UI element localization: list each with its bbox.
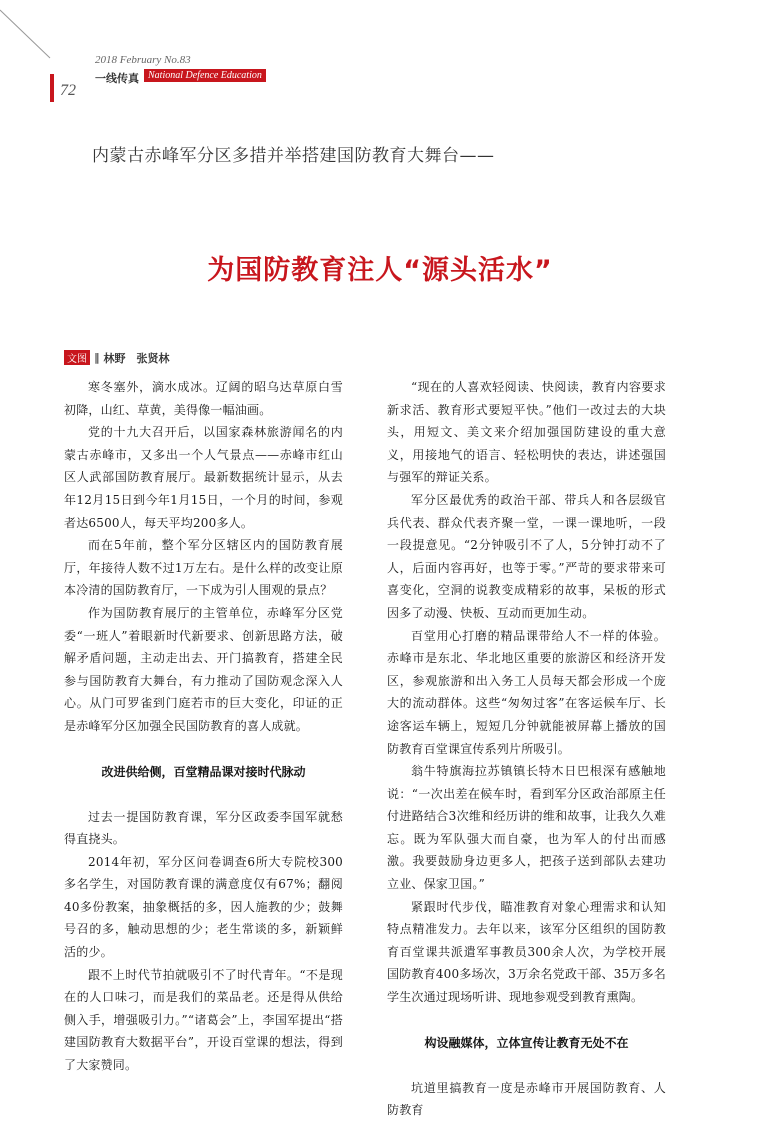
paragraph: 百堂用心打磨的精品课带给人不一样的体验。赤峰市是东北、华北地区重要的旅游区和经济开发区，参观旅游和出入务工人员每天都会形成一个庞大的流动群体。这些“匆匆过客”在客运候车厅、长途客运车辆上，短短几分钟就能被屏幕上播放的国防教育百堂课宣传系列片所吸引。 — [387, 628, 666, 756]
issue-label: 2018 February No.83 — [95, 54, 191, 66]
section-subheading: 构设融媒体，立体宣传让教育无处不在 — [424, 1035, 629, 1050]
paragraph: 党的十九大召开后，以国家森林旅游闻名的内蒙古赤峰市，又多出一个人气景点——赤峰市红山区人武部国防教育展厅。最新数据统计显示，从去年12月15日到今年1月15日，一个月的时间，参观者达6500人，每天平均200多人。 — [64, 425, 343, 530]
byline-authors: 林野 张贤林 — [103, 351, 170, 365]
paragraph: 作为国防教育展厅的主管单位，赤峰军分区党委“一班人”着眼新时代新要求、创新思路方法，破解矛盾问题，主动走出去、开门搞教育，搭建全民参与国防教育大舞台，有力推动了国防观念深入人心。从门可罗雀到门庭若市的巨大变化，印证的正是赤峰军分区加强全民国防教育的喜人成就。 — [64, 605, 343, 733]
paragraph: 紧跟时代步伐，瞄准教育对象心理需求和认知特点精准发力。去年以来，该军分区组织的国防教育百堂课共派遣军事教员300余人次，为学校开展国防教育400多场次，3万余名党政干部、35万多名学生次通过现场听讲、现地参观受到教育熏陶。 — [387, 899, 666, 1005]
byline-separator: ‖ — [94, 351, 100, 364]
paragraph: 跟不上时代节拍就吸引不了时代青年。“不是现在的人口味刁，而是我们的菜品老。还是得从供给侧入手，增强吸引力。”“诸葛会”上，李国军提出“搭建国防教育大数据平台”，开设百堂课的想法，得到了大家赞同。 — [64, 967, 343, 1073]
byline — [64, 351, 170, 364]
paragraph: 翁牛特旗海拉苏镇镇长特木日巴根深有感触地说：“一次出差在候车时，看到军分区政治部原主任付进路结合3次维和经历讲的维和故事，让我久久难忘。既为军队强大而自豪，也为军人的付出而感激。我要鼓励身边更多人，把孩子送到部队去建功立业、保家卫国。” — [387, 764, 666, 892]
right-column — [387, 376, 666, 1122]
left-column — [64, 376, 343, 1077]
section-subheading: 改进供给侧，百堂精品课对接时代脉动 — [101, 764, 306, 779]
paragraph: 军分区最优秀的政治干部、带兵人和各层级官兵代表、群众代表齐聚一堂，一课一课地听，一段一段提意见。“2分钟吸引不了人，5分钟打动不了人，后面内容再好，也等于零。”严苛的要求带来可喜变化，空洞的说教变成精彩的故事，呆板的形式因多了动漫、快板、互动而更加生动。 — [387, 492, 666, 620]
page-number: 72 — [60, 82, 76, 99]
paragraph: 寒冬塞外，滴水成冰。辽阔的昭乌达草原白雪初降，山红、草黄，美得像一幅油画。 — [64, 380, 343, 417]
section-label-english: National Defence Education — [144, 69, 266, 82]
paragraph: 过去一提国防教育课，军分区政委李国军就愁得直挠头。 — [64, 809, 343, 847]
paragraph: 坑道里搞教育一度是赤峰市开展国防教育、人防教育 — [387, 1080, 666, 1118]
article-kicker: 内蒙古赤峰军分区多措并举搭建国防教育大舞台—— — [92, 146, 495, 166]
corner-fold-decoration — [0, 0, 60, 60]
page-number-accent-bar — [50, 74, 54, 102]
article-title: 为国防教育注人“源头活水” — [207, 255, 553, 286]
paragraph: “现在的人喜欢轻阅读、快阅读，教育内容要求新求活、教育形式要短平快。”他们一改过去的大块头，用短文、美文来介绍加强国防建设的重大意义，用接地气的语言、轻松明快的表达，讲述强国与强军的辩证关系。 — [387, 380, 666, 485]
paragraph: 2014年初，军分区问卷调查6所大专院校300多名学生，对国防教育课的满意度仅有67%；翻阅40多份教案，抽象概括的多，因人施教的少；鼓舞号召的多，触动思想的少；老生常谈的多，新颖鲜活的少。 — [64, 854, 343, 960]
byline-tag: 文图 — [64, 350, 90, 365]
paragraph: 而在5年前，整个军分区辖区内的国防教育展厅，年接待人数不过1万左右。是什么样的改变让原本冷清的国防教育厅，一下成为引人围观的景点？ — [64, 538, 343, 598]
section-label: 一线传真 — [95, 72, 139, 85]
